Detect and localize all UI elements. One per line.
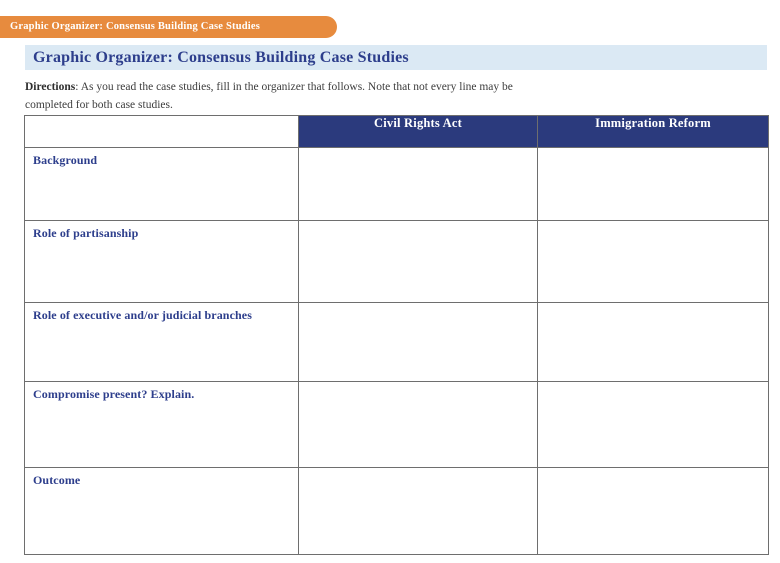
directions-line-2: completed for both case studies.	[25, 99, 173, 111]
table-row	[25, 221, 769, 303]
cell-outcome-civil-rights-act	[299, 468, 538, 555]
blank-corner-cell	[25, 116, 299, 148]
cell-compromise-immigration-reform	[538, 382, 769, 468]
column-header-civil-rights-act: Civil Rights Act	[299, 116, 538, 148]
title-bar	[25, 45, 767, 70]
page-title: Graphic Organizer: Consensus Building Case Studies	[33, 49, 409, 66]
cell-background-immigration-reform	[538, 148, 769, 221]
table-row	[25, 382, 769, 468]
directions-label: Directions	[25, 81, 76, 93]
row-label-compromise-present: Compromise present? Explain.	[25, 382, 299, 468]
row-label-background: Background	[25, 148, 299, 221]
cell-compromise-civil-rights-act	[299, 382, 538, 468]
table-row	[25, 468, 769, 555]
column-header-immigration-reform: Immigration Reform	[538, 116, 769, 148]
directions-line-1-rest: : As you read the case studies, fill in the organizer that follows. Note that not every line may be	[75, 81, 513, 93]
cell-partisanship-immigration-reform	[538, 221, 769, 303]
directions-line-1	[25, 78, 625, 96]
cell-outcome-immigration-reform	[538, 468, 769, 555]
cell-background-civil-rights-act	[299, 148, 538, 221]
row-label-executive-judicial-branches: Role of executive and/or judicial branches	[25, 303, 299, 382]
table-row	[25, 303, 769, 382]
header-row	[25, 116, 769, 148]
row-label-role-of-partisanship: Role of partisanship	[25, 221, 299, 303]
cell-branches-immigration-reform	[538, 303, 769, 382]
banner-label: Graphic Organizer: Consensus Building Case Studies	[10, 21, 261, 32]
page-banner	[0, 16, 337, 38]
table-row	[25, 148, 769, 221]
cell-partisanship-civil-rights-act	[299, 221, 538, 303]
row-label-outcome: Outcome	[25, 468, 299, 555]
directions-text	[25, 78, 625, 114]
cell-branches-civil-rights-act	[299, 303, 538, 382]
organizer-table	[24, 115, 769, 555]
